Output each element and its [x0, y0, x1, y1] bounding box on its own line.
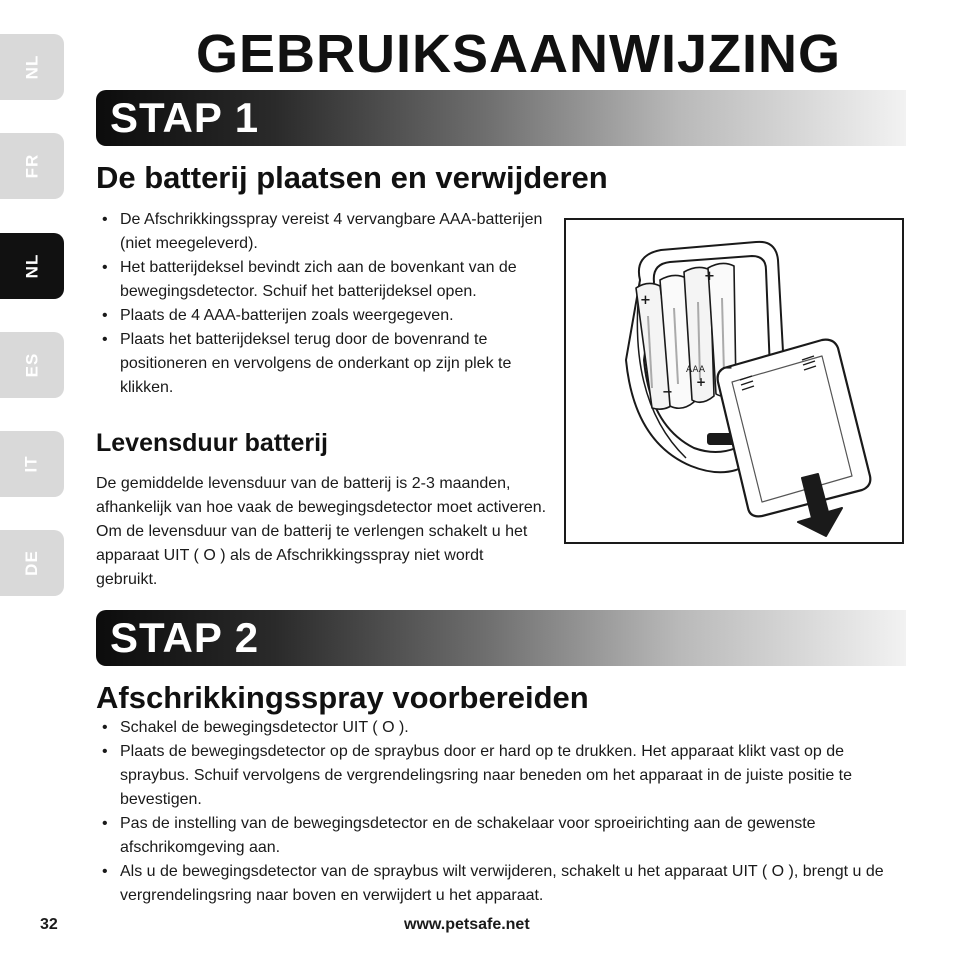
tab-label: DE: [22, 550, 41, 576]
list-item: • Het batterijdeksel bevindt zich aan de bovenkant van de bewegingsdetector. Schuif het batterijdeksel open.: [96, 256, 544, 304]
step2-heading: Afschrikkingsspray voorbereiden: [96, 680, 589, 715]
language-tab-it[interactable]: [0, 431, 64, 497]
language-tab-es[interactable]: [0, 332, 64, 398]
list-item: • Plaats de bewegingsdetector op de spraybus door er hard op te drukken. Het apparaat klikt vast op de spraybus. Schuif vervolgens de vergrendelingsring naar beneden om het apparaat in de juiste positie te bevestigen.: [96, 740, 896, 812]
minus-sign: −: [662, 385, 673, 400]
step2-banner: [96, 610, 906, 666]
step1-heading: De batterij plaatsen en verwijderen: [96, 160, 608, 195]
step1-bullet-list: [96, 208, 544, 400]
language-tab-fr[interactable]: [0, 133, 64, 199]
website-link[interactable]: www.petsafe.net: [404, 916, 530, 933]
tab-label: NL: [21, 54, 41, 80]
list-item: • Plaats de 4 AAA-batterijen zoals weergegeven.: [96, 304, 544, 328]
list-item: • De Afschrikkingsspray vereist 4 vervangbare AAA-batterijen (niet meegeleverd).: [96, 208, 544, 256]
battery-label: AAA: [686, 365, 705, 375]
step1-banner: [96, 90, 906, 146]
step2-banner-label: STAP 2: [110, 614, 260, 661]
list-item: • Pas de instelling van de bewegingsdetector en de schakelaar voor sproeirichting aan de gewenste afschrikomgeving aan.: [96, 812, 896, 860]
page-title: GEBRUIKSAANWIJZING: [196, 24, 842, 84]
language-tab-nl-active[interactable]: [0, 233, 64, 299]
minus-sign: −: [722, 361, 733, 376]
list-item: • Als u de bewegingsdetector van de spraybus wilt verwijderen, schakelt u het apparaat UIT ( O ), brengt u de vergrendelingsring naar boven en verwijdert u het apparaat.: [96, 860, 896, 908]
battery-life-heading: Levensduur batterij: [96, 429, 328, 457]
tab-label: IT: [21, 455, 41, 473]
list-item: • Plaats het batterijdeksel terug door de bovenrand te positioneren en vervolgens de onderkant op zijn plek te klikken.: [96, 328, 544, 400]
battery-cover: [718, 340, 871, 517]
battery-life-paragraph: De gemiddelde levensduur van de batterij is 2-3 maanden, afhankelijk van hoe vaak de bewegingsdetector moet activeren. Om de levensduur van de batterij te verlengen schakelt u het apparaat UIT ( O ) als de Afschrikkingsspray niet wordt gebruikt.: [96, 475, 547, 588]
list-item: • Schakel de bewegingsdetector UIT ( O ).: [96, 716, 896, 740]
plus-sign: +: [640, 293, 651, 308]
step1-banner-label: STAP 1: [110, 94, 260, 141]
tab-label: NL: [21, 253, 41, 279]
page-number: 32: [40, 916, 58, 933]
plus-sign: +: [696, 375, 707, 389]
language-tab-nl[interactable]: [0, 34, 64, 100]
step2-bullet-list: [96, 716, 896, 908]
plus-sign: +: [704, 269, 715, 284]
battery-compartment-drawing: [566, 220, 902, 542]
battery-installation-illustration: [564, 218, 904, 544]
tab-label: ES: [22, 352, 41, 378]
language-tab-de[interactable]: [0, 530, 64, 596]
tab-label: FR: [21, 153, 41, 179]
